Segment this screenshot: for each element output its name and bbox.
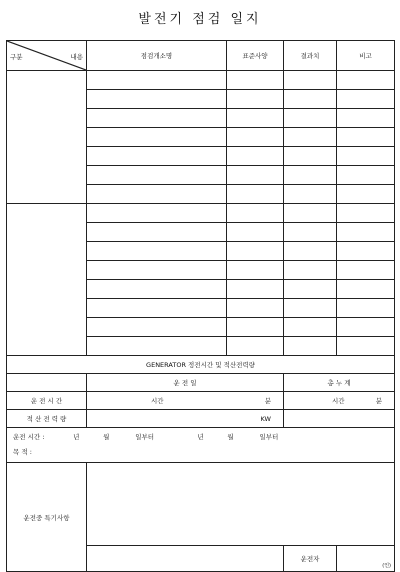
minute-label: 분 (264, 397, 271, 405)
item-cell[interactable] (87, 109, 227, 128)
run-time-day-field[interactable] (87, 392, 284, 410)
hour-label: 시간 (332, 397, 345, 405)
inspection-log-table (6, 40, 395, 572)
generator-section-title: GENERATOR 정전시간 및 적산전력량 (7, 356, 395, 374)
energy-label: 적 산 전 력 량 (7, 410, 87, 428)
result-cell[interactable] (284, 128, 337, 147)
item-cell[interactable] (87, 261, 227, 280)
standard-header: 표준사양 (227, 41, 284, 71)
note-cell[interactable] (337, 299, 395, 318)
result-cell[interactable] (284, 147, 337, 166)
note-cell[interactable] (337, 109, 395, 128)
unit-kw-label: KW (260, 414, 271, 423)
energy-row (7, 410, 395, 428)
generator-title-row (7, 356, 395, 374)
page-title: 발전기 점검 일지 (138, 12, 262, 27)
result-cell[interactable] (284, 280, 337, 299)
operation-day-header: 운 전 일 (87, 374, 284, 392)
item-cell[interactable] (87, 318, 227, 337)
standard-cell[interactable] (227, 185, 284, 204)
period-row (7, 428, 395, 463)
standard-cell[interactable] (227, 147, 284, 166)
result-cell[interactable] (284, 71, 337, 90)
item-cell[interactable] (87, 90, 227, 109)
note-cell[interactable] (337, 147, 395, 166)
from-label: 일부터 (259, 433, 279, 441)
note-cell[interactable] (337, 280, 395, 299)
result-header: 결과치 (284, 41, 337, 71)
period-cell[interactable] (7, 428, 395, 463)
result-cell[interactable] (284, 166, 337, 185)
remarks-row (7, 463, 395, 546)
header-row (7, 41, 395, 71)
note-cell[interactable] (337, 261, 395, 280)
result-cell[interactable] (284, 299, 337, 318)
result-cell[interactable] (284, 337, 337, 356)
blank-cell (7, 374, 87, 392)
category-cell[interactable] (7, 204, 87, 356)
standard-cell[interactable] (227, 299, 284, 318)
content-header: 내용 (70, 53, 83, 61)
month-label: 월 (103, 433, 110, 441)
total-header: 총 누 계 (284, 374, 395, 392)
year-label: 년 (73, 433, 80, 441)
standard-cell[interactable] (227, 318, 284, 337)
item-cell[interactable] (87, 147, 227, 166)
standard-cell[interactable] (227, 109, 284, 128)
note-cell[interactable] (337, 223, 395, 242)
note-cell[interactable] (337, 242, 395, 261)
year-label: 년 (197, 433, 204, 441)
item-cell[interactable] (87, 223, 227, 242)
item-header: 점검개소명 (87, 41, 227, 71)
item-cell[interactable] (87, 185, 227, 204)
result-cell[interactable] (284, 185, 337, 204)
from-label: 일부터 (135, 433, 155, 441)
standard-cell[interactable] (227, 223, 284, 242)
operator-signature-field[interactable] (337, 546, 395, 572)
result-cell[interactable] (284, 90, 337, 109)
note-cell[interactable] (337, 71, 395, 90)
item-cell[interactable] (87, 280, 227, 299)
standard-cell[interactable] (227, 242, 284, 261)
note-cell[interactable] (337, 128, 395, 147)
result-cell[interactable] (284, 242, 337, 261)
minute-label: 분 (375, 397, 382, 405)
energy-day-field[interactable] (87, 410, 284, 428)
standard-cell[interactable] (227, 128, 284, 147)
item-cell[interactable] (87, 204, 227, 223)
note-cell[interactable] (337, 185, 395, 204)
month-label: 월 (227, 433, 234, 441)
result-cell[interactable] (284, 318, 337, 337)
item-cell[interactable] (87, 128, 227, 147)
category-content-header (7, 41, 87, 71)
remarks-field-bottom[interactable] (87, 546, 284, 572)
operator-label: 운전자 (284, 546, 337, 572)
result-cell[interactable] (284, 109, 337, 128)
note-cell[interactable] (337, 337, 395, 356)
category-header: 구분 (10, 53, 23, 61)
seal-label: (인) (382, 563, 391, 569)
purpose-label: 목 적 : (13, 448, 32, 456)
energy-total-field[interactable] (284, 410, 395, 428)
table-row (7, 204, 395, 223)
note-cell[interactable] (337, 204, 395, 223)
note-cell[interactable] (337, 166, 395, 185)
standard-cell[interactable] (227, 166, 284, 185)
standard-cell[interactable] (227, 337, 284, 356)
run-period-label: 운전 시간 : (13, 433, 45, 441)
result-cell[interactable] (284, 223, 337, 242)
category-cell[interactable] (7, 71, 87, 204)
item-cell[interactable] (87, 242, 227, 261)
note-cell[interactable] (337, 90, 395, 109)
standard-cell[interactable] (227, 280, 284, 299)
hour-label: 시간 (151, 397, 164, 405)
standard-cell[interactable] (227, 71, 284, 90)
result-cell[interactable] (284, 261, 337, 280)
run-time-label: 운 전 시 간 (7, 392, 87, 410)
item-cell[interactable] (87, 337, 227, 356)
table-row (7, 71, 395, 90)
item-cell[interactable] (87, 299, 227, 318)
standard-cell[interactable] (227, 204, 284, 223)
note-cell[interactable] (337, 318, 395, 337)
remarks-field[interactable] (87, 463, 395, 546)
note-header: 비고 (337, 41, 395, 71)
result-cell[interactable] (284, 204, 337, 223)
remarks-label: 운전중 특기사항 (7, 463, 87, 572)
generator-subheader-row (7, 374, 395, 392)
standard-cell[interactable] (227, 261, 284, 280)
run-time-row (7, 392, 395, 410)
run-time-total-field[interactable] (284, 392, 395, 410)
item-cell[interactable] (87, 71, 227, 90)
standard-cell[interactable] (227, 90, 284, 109)
item-cell[interactable] (87, 166, 227, 185)
